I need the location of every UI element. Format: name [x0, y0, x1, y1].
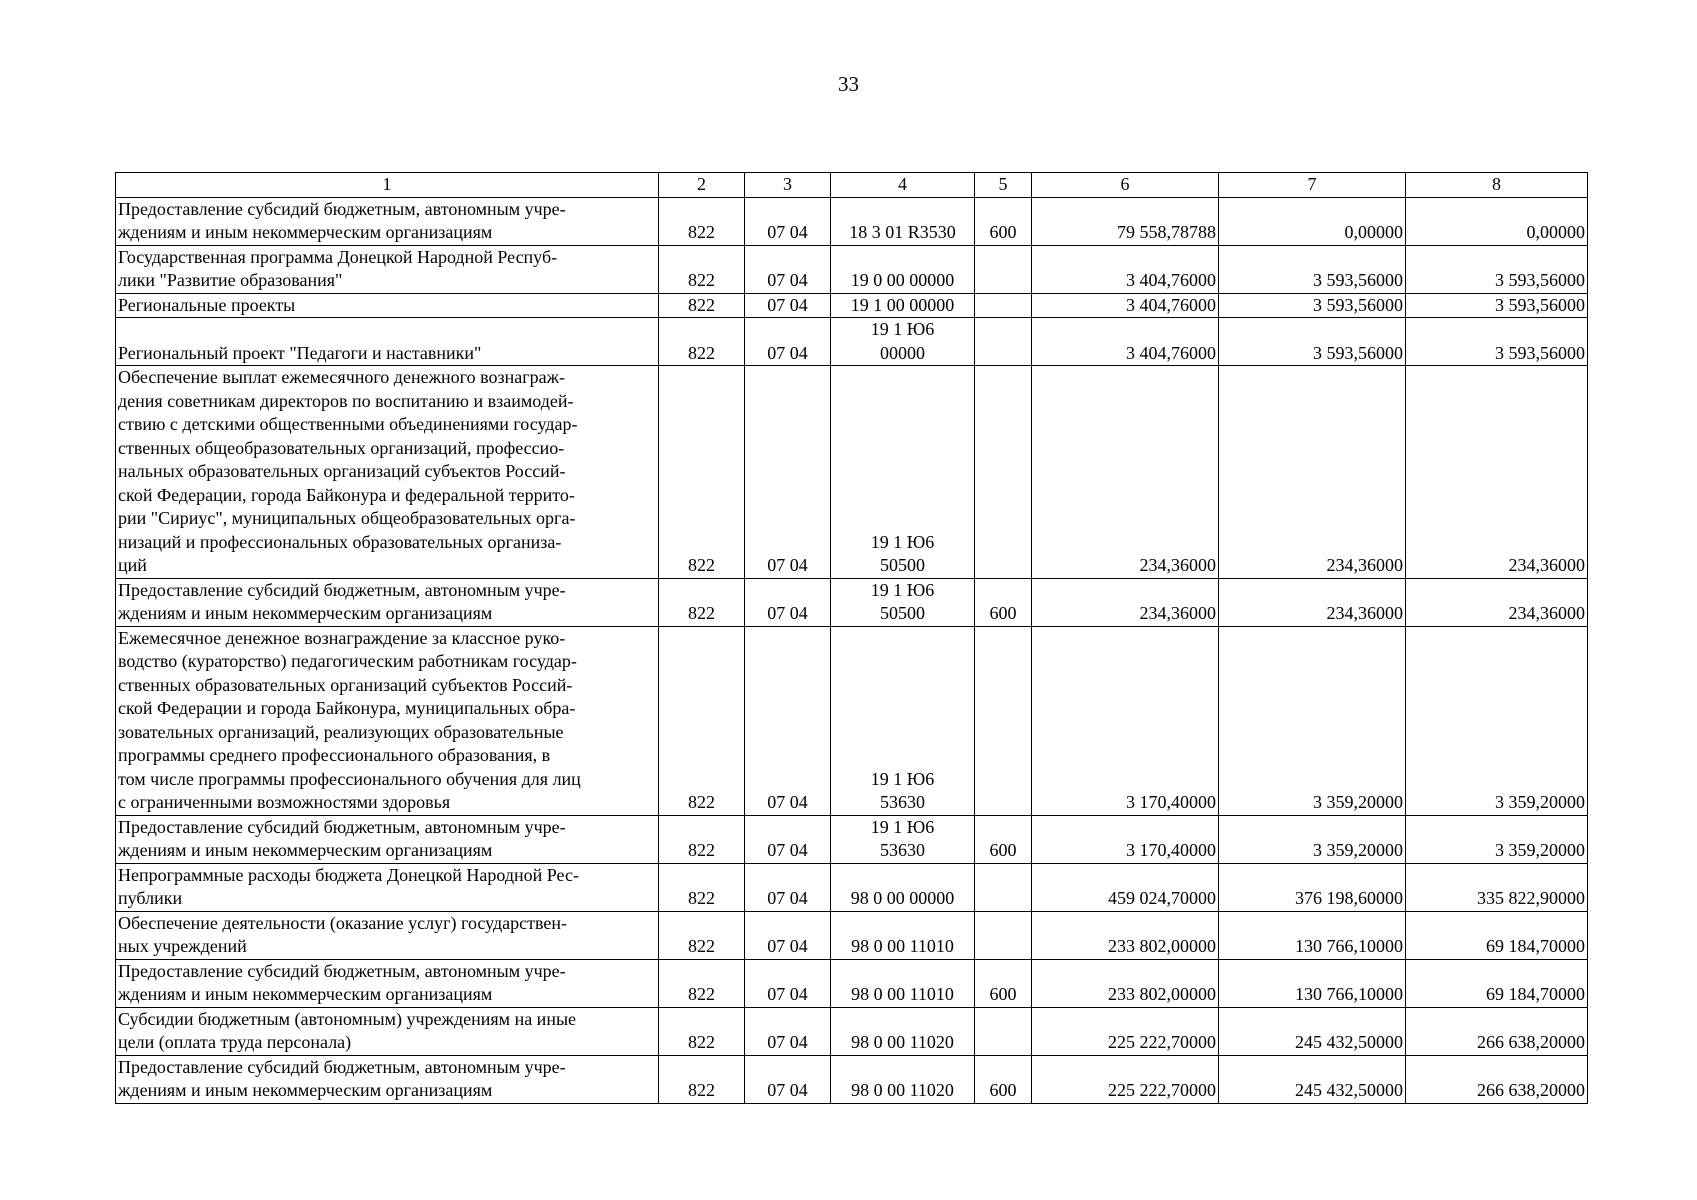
header-col-1: 1 — [116, 173, 659, 198]
row-code-cell: 822 — [659, 815, 745, 863]
row-target-cell: 18 3 01 R3530 — [831, 197, 975, 245]
row-target-cell: 19 0 00 00000 — [831, 245, 975, 293]
row-value-2-cell: 3 593,56000 — [1219, 245, 1406, 293]
row-value-3-cell: 266 638,20000 — [1406, 1055, 1588, 1103]
row-value-1-cell: 79 558,78788 — [1032, 197, 1219, 245]
row-value-2-cell: 3 359,20000 — [1219, 815, 1406, 863]
table-row — [116, 245, 1588, 293]
row-section-cell: 07 04 — [745, 578, 831, 626]
row-code-cell: 822 — [659, 318, 745, 366]
row-value-3-cell: 69 184,70000 — [1406, 911, 1588, 959]
row-section-cell: 07 04 — [745, 197, 831, 245]
row-value-2-cell: 245 432,50000 — [1219, 1055, 1406, 1103]
row-code-cell: 822 — [659, 911, 745, 959]
row-value-1-cell: 3 404,76000 — [1032, 245, 1219, 293]
row-value-3-cell: 3 593,56000 — [1406, 245, 1588, 293]
row-target-cell: 19 1 00 00000 — [831, 293, 975, 318]
row-value-1-cell: 3 404,76000 — [1032, 293, 1219, 318]
header-col-7: 7 — [1219, 173, 1406, 198]
row-section-cell: 07 04 — [745, 863, 831, 911]
row-code-cell: 822 — [659, 578, 745, 626]
row-type-cell — [975, 1007, 1032, 1055]
row-type-cell: 600 — [975, 197, 1032, 245]
row-section-cell: 07 04 — [745, 366, 831, 579]
table-row — [116, 911, 1588, 959]
table-row — [116, 318, 1588, 366]
row-code-cell: 822 — [659, 245, 745, 293]
row-name-cell: Региональные проекты — [116, 293, 659, 318]
row-type-cell — [975, 626, 1032, 815]
row-type-cell — [975, 245, 1032, 293]
table-row — [116, 959, 1588, 1007]
header-col-8: 8 — [1406, 173, 1588, 198]
row-target-cell: 98 0 00 11020 — [831, 1007, 975, 1055]
row-section-cell: 07 04 — [745, 911, 831, 959]
header-col-6: 6 — [1032, 173, 1219, 198]
row-code-cell: 822 — [659, 1055, 745, 1103]
row-name-cell: Предоставление субсидий бюджетным, автономным учре- ждениям и иным некоммерческим организациям — [116, 815, 659, 863]
row-section-cell: 07 04 — [745, 1007, 831, 1055]
budget-table — [115, 172, 1588, 1104]
row-code-cell: 822 — [659, 1007, 745, 1055]
row-value-3-cell: 266 638,20000 — [1406, 1007, 1588, 1055]
row-type-cell — [975, 293, 1032, 318]
page-number: 33 — [838, 72, 859, 96]
row-value-3-cell: 3 359,20000 — [1406, 626, 1588, 815]
row-value-2-cell: 3 593,56000 — [1219, 293, 1406, 318]
row-value-3-cell: 3 359,20000 — [1406, 815, 1588, 863]
row-target-cell: 19 1 Ю6 53630 — [831, 815, 975, 863]
row-value-2-cell: 245 432,50000 — [1219, 1007, 1406, 1055]
row-section-cell: 07 04 — [745, 318, 831, 366]
row-name-cell: Субсидии бюджетным (автономным) учреждениям на иные цели (оплата труда персонала) — [116, 1007, 659, 1055]
row-value-2-cell: 234,36000 — [1219, 578, 1406, 626]
row-code-cell: 822 — [659, 366, 745, 579]
row-value-2-cell: 130 766,10000 — [1219, 959, 1406, 1007]
table-row — [116, 815, 1588, 863]
row-name-cell: Ежемесячное денежное вознаграждение за классное руко- водство (кураторство) педагогическим работникам государ- ственных образовательных организаций субъектов Россий- ской Федерации и города Байконура, муниципальных обра- зовательных организаций, реализующих образовательные программы среднего профессионального образования, в том числе программы профессионального обучения для лиц с ограниченными возможностями здоровья — [116, 626, 659, 815]
row-target-cell: 19 1 Ю6 00000 — [831, 318, 975, 366]
table-row — [116, 1055, 1588, 1103]
row-section-cell: 07 04 — [745, 1055, 831, 1103]
row-value-2-cell: 3 359,20000 — [1219, 626, 1406, 815]
row-target-cell: 98 0 00 00000 — [831, 863, 975, 911]
row-target-cell: 98 0 00 11010 — [831, 911, 975, 959]
table-row — [116, 578, 1588, 626]
row-name-cell: Предоставление субсидий бюджетным, автономным учре- ждениям и иным некоммерческим организациям — [116, 578, 659, 626]
row-code-cell: 822 — [659, 863, 745, 911]
row-type-cell: 600 — [975, 815, 1032, 863]
table-header-row — [116, 173, 1588, 198]
row-target-cell: 98 0 00 11020 — [831, 1055, 975, 1103]
row-name-cell: Предоставление субсидий бюджетным, автономным учре- ждениям и иным некоммерческим организациям — [116, 959, 659, 1007]
row-value-2-cell: 376 198,60000 — [1219, 863, 1406, 911]
row-section-cell: 07 04 — [745, 815, 831, 863]
row-target-cell: 19 1 Ю6 53630 — [831, 626, 975, 815]
row-value-2-cell: 130 766,10000 — [1219, 911, 1406, 959]
row-name-cell: Предоставление субсидий бюджетным, автономным учре- ждениям и иным некоммерческим организациям — [116, 1055, 659, 1103]
header-col-4: 4 — [831, 173, 975, 198]
row-value-1-cell: 233 802,00000 — [1032, 911, 1219, 959]
row-type-cell: 600 — [975, 959, 1032, 1007]
row-value-2-cell: 234,36000 — [1219, 366, 1406, 579]
row-value-2-cell: 0,00000 — [1219, 197, 1406, 245]
row-value-1-cell: 3 170,40000 — [1032, 626, 1219, 815]
table-row — [116, 1007, 1588, 1055]
header-col-5: 5 — [975, 173, 1032, 198]
row-target-cell: 19 1 Ю6 50500 — [831, 578, 975, 626]
row-code-cell: 822 — [659, 959, 745, 1007]
row-value-1-cell: 3 170,40000 — [1032, 815, 1219, 863]
row-name-cell: Непрограммные расходы бюджета Донецкой Народной Рес- публики — [116, 863, 659, 911]
table-row — [116, 366, 1588, 579]
table-row — [116, 197, 1588, 245]
table-body — [116, 197, 1588, 1103]
row-value-2-cell: 3 593,56000 — [1219, 318, 1406, 366]
row-target-cell: 19 1 Ю6 50500 — [831, 366, 975, 579]
row-name-cell: Обеспечение деятельности (оказание услуг) государствен- ных учреждений — [116, 911, 659, 959]
row-name-cell: Предоставление субсидий бюджетным, автономным учре- ждениям и иным некоммерческим организациям — [116, 197, 659, 245]
row-section-cell: 07 04 — [745, 245, 831, 293]
row-type-cell: 600 — [975, 578, 1032, 626]
row-value-1-cell: 233 802,00000 — [1032, 959, 1219, 1007]
table-row — [116, 293, 1588, 318]
row-section-cell: 07 04 — [745, 959, 831, 1007]
row-value-3-cell: 0,00000 — [1406, 197, 1588, 245]
row-section-cell: 07 04 — [745, 293, 831, 318]
row-type-cell: 600 — [975, 1055, 1032, 1103]
row-type-cell — [975, 863, 1032, 911]
row-target-cell: 98 0 00 11010 — [831, 959, 975, 1007]
table-row — [116, 626, 1588, 815]
row-value-1-cell: 225 222,70000 — [1032, 1055, 1219, 1103]
row-type-cell — [975, 318, 1032, 366]
row-value-3-cell: 234,36000 — [1406, 366, 1588, 579]
row-value-1-cell: 3 404,76000 — [1032, 318, 1219, 366]
row-value-3-cell: 335 822,90000 — [1406, 863, 1588, 911]
row-name-cell: Государственная программа Донецкой Народной Респуб- лики "Развитие образования" — [116, 245, 659, 293]
row-section-cell: 07 04 — [745, 626, 831, 815]
row-name-cell: Обеспечение выплат ежемесячного денежного вознаграж- дения советникам директоров по воспитанию и взаимодей- ствию с детскими общественными объединениями государ- ственных общеобразовательных организаций, профессио- нальных образовательных организаций субъектов Россий- ской Федерации, города Байконура и федеральной террито- рии "Сириус", муниципальных общеобразовательных орга- низаций и профессиональных образовательных организа- ций — [116, 366, 659, 579]
row-name-cell: Региональный проект "Педагоги и наставники" — [116, 318, 659, 366]
header-col-2: 2 — [659, 173, 745, 198]
row-value-3-cell: 234,36000 — [1406, 578, 1588, 626]
row-type-cell — [975, 911, 1032, 959]
row-value-3-cell: 3 593,56000 — [1406, 293, 1588, 318]
table-row — [116, 863, 1588, 911]
row-value-1-cell: 234,36000 — [1032, 366, 1219, 579]
row-value-1-cell: 234,36000 — [1032, 578, 1219, 626]
header-col-3: 3 — [745, 173, 831, 198]
row-value-1-cell: 459 024,70000 — [1032, 863, 1219, 911]
row-code-cell: 822 — [659, 293, 745, 318]
row-code-cell: 822 — [659, 626, 745, 815]
row-value-3-cell: 69 184,70000 — [1406, 959, 1588, 1007]
row-type-cell — [975, 366, 1032, 579]
row-code-cell: 822 — [659, 197, 745, 245]
row-value-3-cell: 3 593,56000 — [1406, 318, 1588, 366]
row-value-1-cell: 225 222,70000 — [1032, 1007, 1219, 1055]
